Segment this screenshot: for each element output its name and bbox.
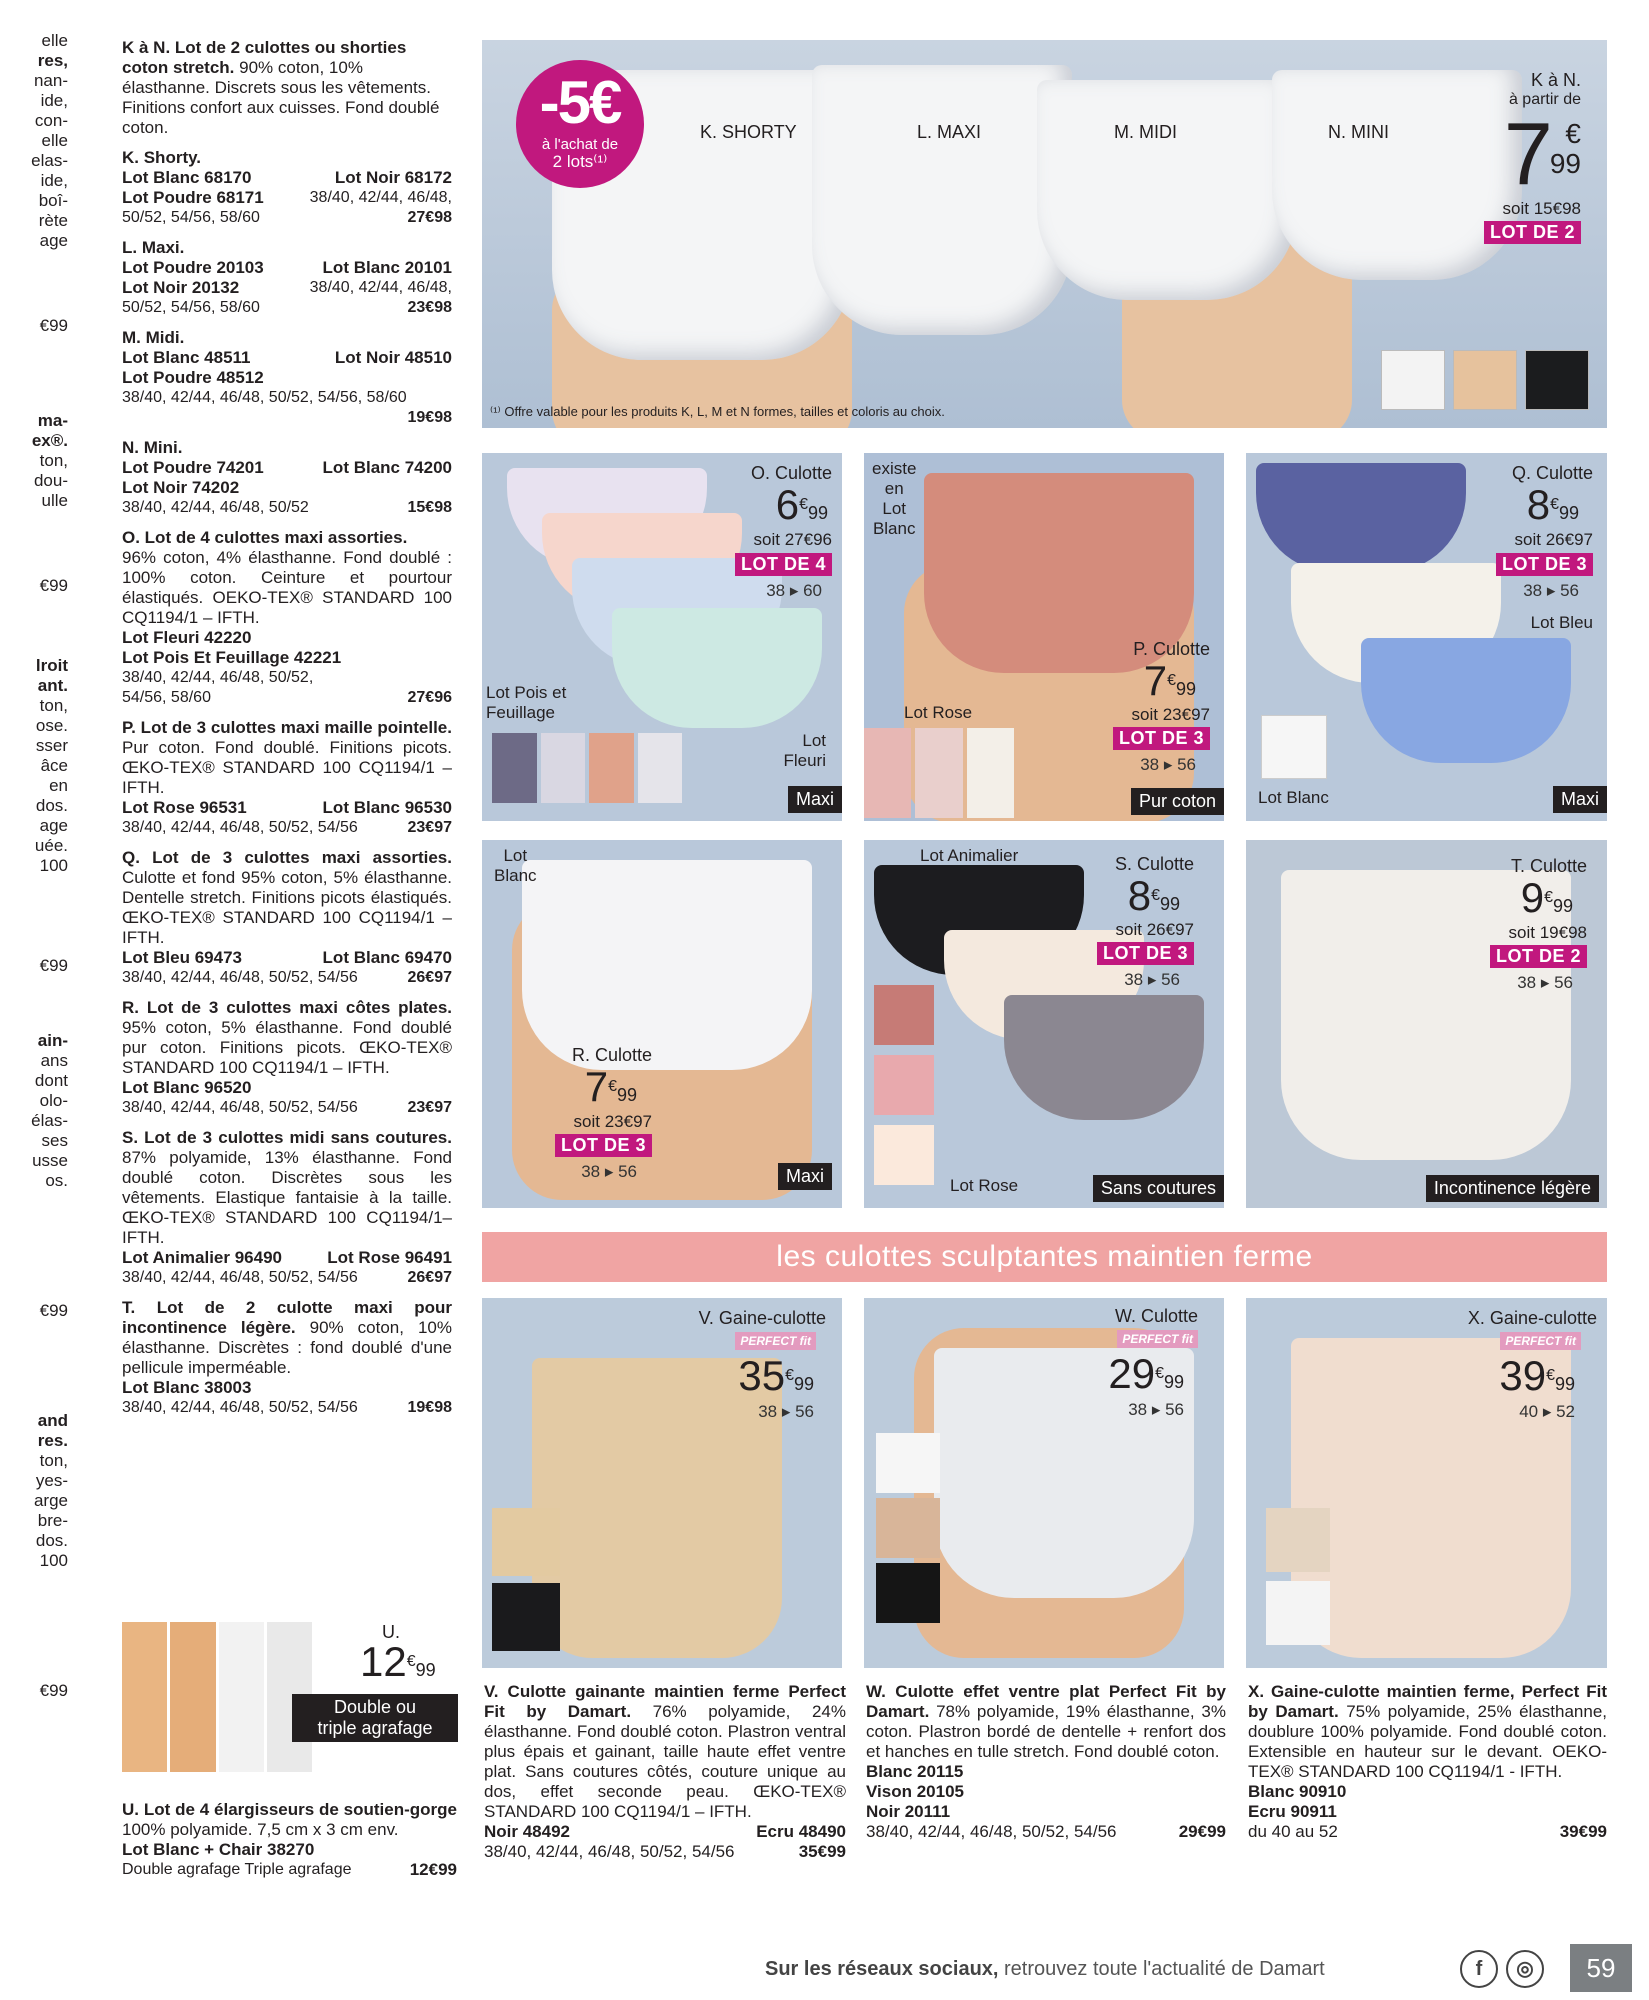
- x-sizes: 40 ▸ 52: [1519, 1402, 1575, 1421]
- swatch-rose: [874, 1055, 934, 1115]
- bleed-line: os.: [45, 1171, 68, 1190]
- bleed-line: ans: [40, 1051, 68, 1070]
- bleed-line: nan-: [33, 71, 68, 90]
- k-ref-1: Lot Blanc 68170: [122, 168, 252, 187]
- bleed-line: élas-: [31, 1111, 68, 1130]
- bleed-line: ant.: [37, 676, 68, 695]
- q-ref-1: Lot Bleu 69473: [122, 948, 242, 967]
- n-sizes: 38/40, 42/44, 46/48, 50/52: [122, 499, 309, 516]
- tile-w: [864, 1298, 1224, 1668]
- tile-v: [482, 1298, 842, 1668]
- r-soit: soit 23€97: [573, 1112, 652, 1131]
- label-midi: M. MIDI: [1114, 122, 1177, 142]
- bleed-line: res.: [37, 1431, 68, 1450]
- tile-s: [864, 840, 1224, 1208]
- hero-footnote: ⁽¹⁾ Offre valable pour les produits K, L, M et N formes, tailles et coloris au choix.: [490, 404, 945, 419]
- p-price: 23€97: [407, 819, 452, 836]
- bleed-line: ide,: [40, 171, 68, 190]
- q-ref-2: Lot Blanc 69470: [322, 948, 452, 967]
- k-ref-3: Lot Poudre 68171: [122, 188, 264, 207]
- k-sizes-2: 50/52, 54/56, 58/60: [122, 209, 260, 226]
- w-title: W. Culotte: [1114, 1306, 1198, 1326]
- r-sizes: 38/40, 42/44, 46/48, 50/52, 54/56: [122, 1099, 358, 1116]
- q-tag: Maxi: [1553, 786, 1607, 813]
- n-ref-3: Lot Noir 74202: [122, 478, 240, 497]
- u-price-text: 12€99: [409, 1860, 457, 1879]
- bleed-line: €99: [39, 1681, 68, 1700]
- swatch-white: [1381, 350, 1445, 410]
- u-product: [122, 1622, 462, 1792]
- o-lot-badge: LOT DE 4: [735, 553, 832, 576]
- t-price: 9€99: [1520, 874, 1573, 921]
- l-ref-3: Lot Noir 20132: [122, 278, 240, 297]
- bleed-line: €99: [39, 1301, 68, 1320]
- bleed-line: con-: [34, 111, 68, 130]
- s-price: 26€97: [407, 1269, 452, 1286]
- hero-price-int: 7: [1503, 104, 1550, 203]
- tile-x: [1246, 1298, 1607, 1668]
- bleed-line: ulle: [41, 491, 68, 510]
- m-price: 19€98: [407, 409, 452, 426]
- p-sizes: 38/40, 42/44, 46/48, 50/52, 54/56: [122, 819, 358, 836]
- bleed-line: dos.: [35, 1531, 68, 1550]
- left-bleed-text: [0, 30, 68, 1730]
- kn-title: K à N. Lot de 2 culottes ou shorties coton stretch.: [122, 38, 407, 77]
- r-ref-1: Lot Blanc 96520: [122, 1078, 252, 1097]
- o-price: 27€96: [407, 689, 452, 706]
- bleed-line: ain-: [37, 1031, 68, 1050]
- swatch-ivory: [874, 1125, 934, 1185]
- n-price: 15€98: [407, 499, 452, 516]
- r-tag: Maxi: [778, 1163, 832, 1190]
- bleed-line: ide,: [40, 91, 68, 110]
- hero-range: K à N.: [1530, 70, 1581, 90]
- tile-t: [1246, 840, 1607, 1208]
- bleed-line: rète: [38, 211, 68, 230]
- m-ref-2: Lot Noir 48510: [334, 348, 452, 367]
- bleed-line: age: [39, 816, 68, 835]
- t-sizes: 38 ▸ 56: [1517, 973, 1573, 992]
- q-title: Q. Lot de 3 culottes maxi assorties.: [122, 848, 452, 867]
- s-sizes: 38/40, 42/44, 46/48, 50/52, 54/56: [122, 1269, 358, 1286]
- l-price: 23€98: [407, 299, 452, 316]
- bleed-line: elle: [41, 131, 68, 150]
- t-text: 90% coton, 10% élasthanne. Discrètes : fond doublé d'une pellicule imperméable.: [122, 1318, 452, 1377]
- w-sizes: 38 ▸ 56: [1128, 1400, 1184, 1419]
- discount-badge: [516, 60, 644, 188]
- o-ref-1: Lot Fleuri 42220: [122, 628, 252, 647]
- s-title: S. Lot de 3 culottes midi sans coutures.: [122, 1128, 452, 1147]
- t-title: T. Lot de 2 culotte maxi pour incontinence légère.: [122, 1298, 452, 1337]
- m-sizes: 38/40, 42/44, 46/48, 50/52, 54/56, 58/60: [122, 389, 407, 406]
- u-image: [122, 1622, 312, 1772]
- label-mini: N. MINI: [1328, 122, 1389, 142]
- bleed-line: uée.: [34, 836, 68, 855]
- o-price: 6€99: [775, 481, 828, 528]
- r-title: R. Lot de 3 culottes maxi côtes plates.: [122, 998, 452, 1017]
- p-tag: Pur coton: [1131, 788, 1224, 815]
- o-ref-2: Lot Pois Et Feuillage 42221: [122, 648, 342, 667]
- n-title: N. Mini.: [122, 438, 183, 457]
- l-sizes-2: 50/52, 54/56, 58/60: [122, 299, 260, 316]
- r-text: 95% coton, 5% élasthanne. Fond doublé pur coton. Finitions picots. ŒKO-TEX® STANDARD 100 CQ1194/1 – IFTH.: [122, 1018, 452, 1077]
- bleed-line: €99: [39, 576, 68, 595]
- swatch-white: [876, 1433, 940, 1493]
- tile-r: [482, 840, 842, 1208]
- v-title: V. Gaine-culotte: [698, 1308, 826, 1328]
- brief-image: [1256, 463, 1466, 573]
- s-lot-animalier: Lot Animalier: [920, 846, 1019, 865]
- label-shorty: K. SHORTY: [700, 122, 797, 142]
- q-text: Culotte et fond 95% coton, 5% élasthanne. Dentelle stretch. Finitions picots élastiqués. ŒKO-TEX® STANDARD 100 CQ1194/1 – IFTH.: [122, 868, 452, 947]
- bleed-line: boî-: [38, 191, 68, 210]
- q-soit: soit 26€97: [1514, 530, 1593, 549]
- bleed-line: €99: [39, 316, 68, 335]
- label-maxi: L. MAXI: [917, 122, 982, 142]
- bleed-line: sser: [35, 736, 68, 755]
- swatch-black: [1525, 350, 1589, 410]
- bleed-line: and: [37, 1411, 68, 1430]
- swatch-vison: [876, 1498, 940, 1558]
- p-price: 7€99: [1143, 657, 1196, 704]
- q-price: 26€97: [407, 969, 452, 986]
- footer-text: Sur les réseaux sociaux, retrouvez toute l'actualité de Damart: [765, 1958, 1325, 1980]
- o-soit: soit 27€96: [753, 530, 832, 549]
- r-culotte-title: R. Culotte: [571, 1045, 652, 1065]
- u-tag: Double ou triple agrafage: [292, 1694, 458, 1742]
- brief-image: [1004, 995, 1204, 1120]
- lot-thumbnails: [492, 733, 682, 803]
- t-soit: soit 19€98: [1508, 923, 1587, 942]
- bleed-line: ton,: [39, 696, 68, 715]
- n-ref-1: Lot Poudre 74201: [122, 458, 264, 477]
- r-price: 23€97: [407, 1099, 452, 1116]
- x-title: X. Gaine-culotte: [1467, 1308, 1597, 1328]
- section-band: les culottes sculptantes maintien ferme: [482, 1232, 1607, 1282]
- tile-q: [1246, 453, 1607, 821]
- o-note-fleuri: Lot Fleuri: [783, 731, 826, 770]
- swatch-ecru: [1266, 1508, 1330, 1572]
- l-ref-2: Lot Blanc 20101: [322, 258, 452, 277]
- s-sizes: 38 ▸ 56: [1124, 970, 1180, 989]
- m-ref-1: Lot Blanc 48511: [122, 348, 251, 367]
- hero-lot-badge: LOT DE 2: [1484, 221, 1581, 244]
- hero-soit: soit 15€98: [1502, 199, 1581, 218]
- u-title: U. Lot de 4 élargisseurs de soutien-gorge: [122, 1800, 457, 1819]
- v-description: V. Culotte gainante maintien ferme Perfect Fit by Damart. 76% polyamide, 24% élasthanne. Fond doublé coton. Plastron ventral plus épais et gainant, taille haute effet ventre plat. Sans coutures côtés, couture unique au dos, effet seconde peau. ŒKO-TEX® STANDARD 100 CQ1194/1 – IFTH. Noir 48492 Ecru 48490 38/40, 42/44, 46/48, 50/52, 54/56 35€99: [484, 1682, 846, 1861]
- maxi-brief: [812, 65, 1072, 335]
- euro-sign: €: [1565, 118, 1581, 149]
- swatch-black: [492, 1583, 560, 1651]
- t-price: 19€98: [407, 1399, 452, 1416]
- l-ref-1: Lot Poudre 20103: [122, 258, 264, 277]
- q-sizes: 38 ▸ 56: [1523, 581, 1579, 600]
- bleed-line: yes-: [35, 1471, 68, 1490]
- hero-price-cents: 99: [1549, 148, 1581, 179]
- s-lot-rose: Lot Rose: [950, 1176, 1019, 1195]
- discount-amount: -5€: [539, 69, 621, 136]
- t-culotte-title: T. Culotte: [1510, 856, 1587, 876]
- swatch-rose-dark: [874, 985, 934, 1045]
- x-price: 39€99: [1499, 1352, 1575, 1399]
- s-soit: soit 26€97: [1115, 920, 1194, 939]
- swatch-black: [876, 1563, 940, 1623]
- bleed-line: bre-: [37, 1511, 68, 1530]
- k-sizes-1: 38/40, 42/44, 46/48,: [309, 189, 452, 206]
- perfect-fit-logo: PERFECT fit: [735, 1332, 816, 1350]
- hero-from: à partir de: [1508, 91, 1581, 108]
- bleed-line: ex®.: [31, 431, 68, 450]
- r-lot-blanc: Lot Blanc: [494, 846, 537, 885]
- bleed-line: en: [49, 776, 68, 795]
- o-sizes-1: 38/40, 42/44, 46/48, 50/52,: [122, 669, 314, 686]
- w-price: 29€99: [1108, 1350, 1184, 1397]
- o-sizes-2: 54/56, 58/60: [122, 689, 211, 706]
- t-sizes: 38/40, 42/44, 46/48, 50/52, 54/56: [122, 1399, 358, 1416]
- o-culotte-title: O. Culotte: [750, 463, 832, 483]
- p-culotte-title: P. Culotte: [1133, 639, 1210, 659]
- bleed-line: age: [39, 231, 68, 250]
- k-ref-2: Lot Noir 68172: [334, 168, 452, 187]
- q-lot-bleu: Lot Bleu: [1530, 613, 1593, 632]
- swatch-white: [1266, 1581, 1330, 1645]
- hero-price-block: [1484, 70, 1581, 244]
- s-lot-badge: LOT DE 3: [1097, 942, 1194, 965]
- v-sizes: 38 ▸ 56: [758, 1402, 814, 1421]
- u-options: Double agrafage Triple agrafage: [122, 1861, 352, 1878]
- o-tag: Maxi: [788, 786, 842, 813]
- swatch-ecru: [492, 1508, 560, 1576]
- perfect-fit-logo: PERFECT fit: [1117, 1330, 1198, 1348]
- p-soit: soit 23€97: [1131, 705, 1210, 724]
- discount-text-2: 2 lots⁽¹⁾: [552, 152, 608, 171]
- p-exists-note: existe en Lot Blanc: [872, 459, 917, 538]
- s-tag: Sans coutures: [1093, 1175, 1224, 1202]
- bleed-line: dont: [34, 1071, 68, 1090]
- p-title: P. Lot de 3 culottes maxi maille pointelle.: [122, 718, 452, 737]
- s-ref-2: Lot Rose 96491: [327, 1248, 452, 1267]
- bleed-line: elle: [41, 31, 68, 50]
- brief-image: [522, 860, 812, 1070]
- bleed-line: olo-: [39, 1091, 68, 1110]
- swatch-poudre: [1453, 350, 1517, 410]
- lot-thumbnails: [864, 728, 1014, 818]
- instagram-icon[interactable]: ◎: [1506, 1950, 1544, 1988]
- p-ref-1: Lot Rose 96531: [122, 798, 247, 817]
- x-description: X. Gaine-culotte maintien ferme, Perfect Fit by Damart. 75% polyamide, 25% élasthanne, doublure 100% polyamide. Fond doublé coton. Extensible en hauteur sur le devant. OEKO-TEX® STANDARD 100 CQ1194/1 - IFTH. Blanc 90910 Ecru 90911 du 40 au 52 39€99: [1248, 1682, 1607, 1841]
- swatch-white: [1261, 715, 1327, 779]
- product-descriptions: [122, 38, 452, 1428]
- r-price: 7€99: [584, 1063, 637, 1110]
- u-description: [122, 1800, 457, 1880]
- bleed-line: lroit: [35, 656, 68, 675]
- p-lot-badge: LOT DE 3: [1113, 727, 1210, 750]
- s-price: 8€99: [1127, 872, 1180, 919]
- bleed-line: €99: [39, 956, 68, 975]
- hero-banner: [482, 40, 1607, 428]
- q-lot-badge: LOT DE 3: [1496, 553, 1593, 576]
- q-lot-blanc: Lot Blanc: [1258, 788, 1329, 807]
- perfect-fit-logo: PERFECT fit: [1500, 1332, 1581, 1350]
- s-culotte-title: S. Culotte: [1114, 854, 1194, 874]
- bleed-line: usse: [32, 1151, 68, 1170]
- bleed-line: 100: [39, 856, 68, 875]
- u-price: 12€99: [360, 1638, 436, 1685]
- m-title: M. Midi.: [122, 328, 185, 347]
- bleed-line: arge: [33, 1491, 68, 1510]
- m-ref-3: Lot Poudre 48512: [122, 368, 264, 387]
- t-tag: Incontinence légère: [1426, 1175, 1599, 1202]
- o-text: 96% coton, 4% élasthanne. Fond doublé : 100% coton. Ceinture et pourtour élastiqués. OEKO-TEX® STANDARD 100 CQ1194/1 – IFTH.: [122, 548, 452, 627]
- discount-text-1: à l'achat de: [541, 136, 619, 153]
- k-title: K. Shorty.: [122, 148, 202, 167]
- kn-text: 90% coton, 10% élasthanne. Discrets sous les vêtements. Finitions confort aux cuisses. Fond doublé coton.: [122, 58, 440, 137]
- bleed-line: ose.: [35, 716, 68, 735]
- q-price: 8€99: [1526, 481, 1579, 528]
- w-description: W. Culotte effet ventre plat Perfect Fit by Damart. 78% polyamide, 19% élasthanne, 3% coton. Plastron bordé de dentelle + renfort dos et hanches en tulle stretch. Fond doublé coton. Blanc 20115 Vison 20105 Noir 20111 38/40, 42/44, 46/48, 50/52, 54/56 29€99: [866, 1682, 1226, 1841]
- u-text: 100% polyamide. 7,5 cm x 3 cm env.: [122, 1820, 399, 1839]
- s-ref-1: Lot Animalier 96490: [122, 1248, 282, 1267]
- p-sizes: 38 ▸ 56: [1140, 755, 1196, 774]
- tile-p: [864, 453, 1224, 821]
- n-ref-2: Lot Blanc 74200: [322, 458, 452, 477]
- s-text: 87% polyamide, 13% élasthanne. Fond doublé coton. Discrètes sous les vêtements. Elastique fantaisie à la taille. ŒKO-TEX® STANDARD 100 CQ1194/1– IFTH.: [122, 1148, 452, 1247]
- v-price: 35€99: [738, 1352, 814, 1399]
- bleed-line: ton,: [39, 451, 68, 470]
- bleed-line: elas-: [31, 151, 68, 170]
- bleed-line: ses: [41, 1131, 68, 1150]
- o-title: O. Lot de 4 culottes maxi assorties.: [122, 528, 408, 547]
- brief-image: [612, 608, 822, 728]
- page-number: 59: [1570, 1944, 1632, 1992]
- r-lot-badge: LOT DE 3: [555, 1134, 652, 1157]
- q-sizes: 38/40, 42/44, 46/48, 50/52, 54/56: [122, 969, 358, 986]
- bleed-line: ton,: [39, 1451, 68, 1470]
- l-title: L. Maxi.: [122, 238, 185, 257]
- t-lot-badge: LOT DE 2: [1490, 945, 1587, 968]
- p-ref-2: Lot Blanc 96530: [322, 798, 452, 817]
- o-sizes: 38 ▸ 60: [766, 581, 822, 600]
- p-lot-rose: Lot Rose: [904, 703, 973, 722]
- bleed-line: dos.: [35, 796, 68, 815]
- u-letter: U.: [382, 1622, 400, 1642]
- bleed-line: 100: [39, 1551, 68, 1570]
- bleed-line: âce: [40, 756, 68, 775]
- l-sizes-1: 38/40, 42/44, 46/48,: [309, 279, 452, 296]
- brief-image: [1361, 638, 1571, 763]
- t-ref-1: Lot Blanc 38003: [122, 1378, 252, 1397]
- p-text: Pur coton. Fond doublé. Finitions picots. ŒKO-TEX® STANDARD 100 CQ1194/1 – IFTH.: [122, 738, 452, 797]
- tile-o: [482, 453, 842, 821]
- q-culotte-title: Q. Culotte: [1511, 463, 1593, 483]
- facebook-icon[interactable]: f: [1460, 1950, 1498, 1988]
- k-price: 27€98: [407, 209, 452, 226]
- r-sizes: 38 ▸ 56: [581, 1162, 637, 1181]
- bleed-line: ma-: [37, 411, 68, 430]
- o-note-pois: Lot Pois et Feuillage: [486, 683, 567, 722]
- bleed-line: res,: [37, 51, 68, 70]
- bleed-line: dou-: [33, 471, 68, 490]
- u-ref: Lot Blanc + Chair 38270: [122, 1840, 315, 1859]
- midi-brief: [1037, 80, 1297, 300]
